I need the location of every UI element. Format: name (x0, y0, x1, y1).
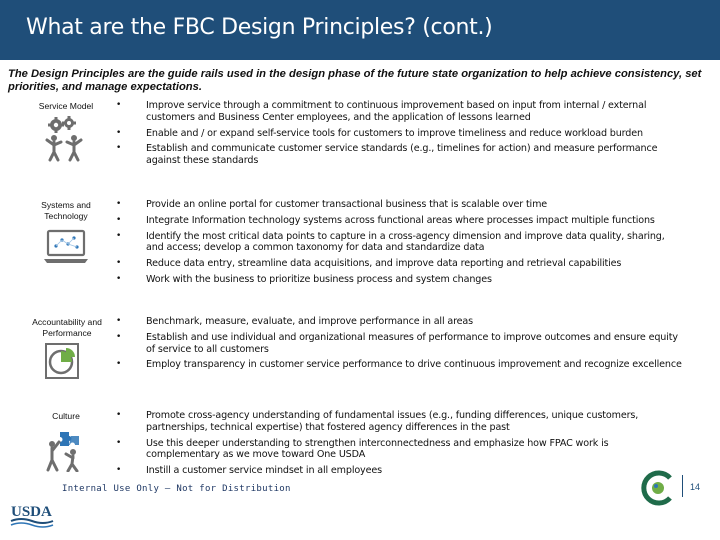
section-label: Accountability and Performance (32, 317, 102, 338)
list-item: • Establish and use individual and organizational measures of performance to improve outcomes and ensure equity of service to all customers (116, 331, 678, 355)
bullet-list (112, 100, 682, 171)
bullet-list (112, 410, 682, 481)
footer-divider (682, 475, 683, 497)
list-item: • Benchmark, measure, evaluate, and improve performance in all areas (116, 316, 474, 327)
laptop-network-icon (44, 229, 90, 270)
list-item: • Improve service through a commitment to continuous improvement based on input from internal / external customers and Business Center employees, and the application of lessons learned (116, 100, 647, 123)
list-item: • Instill a customer service mindset in all employees (116, 465, 382, 477)
title-bar (0, 0, 720, 60)
list-item: • Integrate Information technology systems across functional areas where processes impact multiple functions (116, 214, 655, 226)
section-label: Culture (52, 411, 80, 421)
bullet-list (112, 199, 682, 290)
usda-logo (10, 502, 54, 532)
list-item: • Establish and communicate customer service standards (e.g., timelines for action) and measure performance against these standards (116, 143, 658, 167)
section-label: Systems and Technology (41, 200, 91, 221)
page-number: 14 (690, 482, 701, 492)
distribution-notice: Internal Use Only – Not for Distribution (62, 484, 291, 494)
page-title: What are the FBC Design Principles? (cont.) (26, 15, 493, 40)
svg-text:USDA: USDA (11, 504, 52, 520)
section-label: Service Model (38, 101, 94, 111)
pie-chart-icon (44, 342, 84, 387)
list-item: • Provide an online portal for customer transactional business that is scalable over time (116, 199, 548, 210)
list-item: • Reduce data entry, streamline data acquisitions, and improve data reporting and retrieval capabilities (116, 258, 622, 270)
people-puzzle-icon (44, 430, 84, 477)
title-divider (0, 60, 720, 63)
fbc-logo-icon (640, 470, 676, 506)
list-item: • Employ transparency in customer service performance to drive continuous improvement and recognize excellence (116, 359, 682, 371)
list-item: • Work with the business to prioritize business process and system changes (116, 273, 492, 285)
list-item: • Identify the most critical data points to capture in a cross-agency dimension and improve data quality, sharing, and access; develop a common taxonomy for data and standardize data (116, 230, 665, 254)
list-item: • Use this deeper understanding to strengthen interconnectedness and emphasize how FPAC work is complementary as we move toward One USDA (116, 437, 609, 461)
list-item: • Promote cross-agency understanding of fundamental issues (e.g., funding differences, unique customers, partnerships, technical expertise) that fostered agency differences in the past (116, 410, 639, 433)
gears-people-icon (44, 116, 86, 167)
bullet-list (112, 316, 682, 375)
list-item: • Enable and / or expand self-service tools for customers to improve timeliness and reduce workload burden (116, 127, 643, 139)
intro-text: The Design Principles are the guide rails used in the design phase of the future state organization to help achieve consistency, set priorities, and manage expectations. (8, 68, 702, 93)
